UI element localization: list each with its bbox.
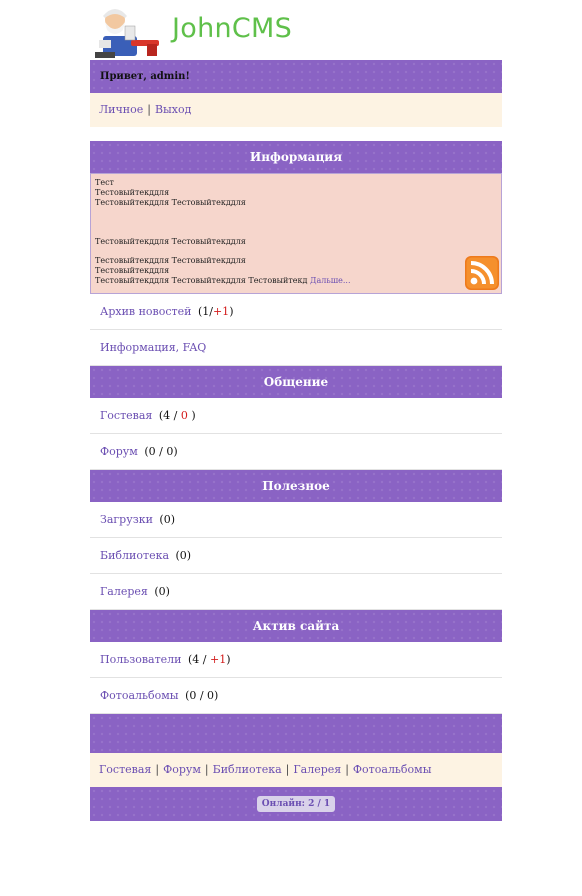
page-container (90, 0, 502, 821)
count: (4 / +1) (187, 653, 231, 666)
forum-link[interactable]: Форум (100, 445, 138, 458)
count: (0 / 0) (144, 445, 178, 458)
count: (0 / 0) (185, 689, 219, 702)
read-more-link[interactable]: Дальше... (310, 275, 351, 285)
online-counter-link[interactable]: Онлайн: 2 / 1 (257, 796, 335, 812)
faq-link[interactable]: Информация, FAQ (100, 341, 207, 354)
logout-link[interactable]: Выход (154, 103, 192, 116)
news-line: Тестовыйтекддля Тестовыйтекддля (95, 256, 246, 266)
count: (4 / 0 ) (158, 409, 196, 422)
library-link[interactable]: Библиотека (100, 549, 170, 562)
separator: | (285, 763, 290, 776)
count: (1/+1) (197, 305, 234, 318)
footer-photo-albums-link[interactable]: Фотоальбомы (352, 763, 432, 776)
users-link[interactable]: Пользователи (100, 653, 182, 666)
section-header-communication: Общение (90, 366, 502, 398)
count: (0) (159, 513, 175, 526)
section-header-info: Информация (90, 141, 502, 173)
list-item-users (90, 642, 502, 678)
news-block (90, 173, 502, 294)
news-line-last (95, 276, 497, 286)
guestbook-link[interactable]: Гостевая (100, 409, 153, 422)
news-line (95, 227, 497, 237)
list-item-gallery (90, 574, 502, 610)
list-item-guestbook (90, 398, 502, 434)
separator: | (155, 763, 160, 776)
list-item-forum (90, 434, 502, 470)
user-menu (90, 93, 502, 127)
news-line: Тест (95, 178, 114, 187)
greeting-bar: Привет, admin! (90, 60, 502, 93)
spacer (90, 127, 502, 141)
news-line: Тестовыйтекддля Тестовыйтекддля (95, 197, 246, 207)
count: (0) (154, 585, 170, 598)
list-item-news-archive (90, 294, 502, 330)
new-count: +1 (212, 305, 230, 318)
separator: | (345, 763, 349, 776)
rss-icon[interactable] (465, 256, 499, 290)
section-header-useful: Полезное (90, 470, 502, 502)
news-line (95, 207, 497, 217)
footer-bar (90, 714, 502, 753)
new-count: 0 (180, 409, 188, 422)
separator: | (147, 103, 151, 116)
footer-forum-link[interactable]: Форум (163, 763, 201, 776)
list-item-photo-albums (90, 678, 502, 714)
footer-gallery-link[interactable]: Галерея (293, 763, 342, 776)
news-line: Тестовыйтекддля Тестовыйтекддля Тестовыйтекд (95, 275, 308, 285)
gallery-link[interactable]: Галерея (100, 585, 148, 598)
news-line: Тестовыйтекддля (95, 187, 170, 197)
logo-mascot-icon[interactable] (95, 4, 163, 58)
separator: | (204, 763, 209, 776)
footer-library-link[interactable]: Библиотека (212, 763, 282, 776)
news-line: Тестовыйтекддля Тестовыйтекддля (95, 236, 246, 246)
news-line (95, 247, 497, 257)
footer-guestbook-link[interactable]: Гостевая (99, 763, 152, 776)
count: (0) (175, 549, 192, 562)
news-archive-link[interactable]: Архив новостей (100, 305, 192, 318)
list-item-downloads (90, 502, 502, 538)
photo-albums-link[interactable]: Фотоальбомы (100, 689, 179, 702)
news-line (95, 217, 497, 227)
site-header (90, 0, 502, 60)
downloads-link[interactable]: Загрузки (100, 513, 153, 526)
new-count: +1 (209, 653, 227, 666)
list-item-faq (90, 330, 502, 366)
list-item-library (90, 538, 502, 574)
section-header-active: Актив сайта (90, 610, 502, 642)
online-bar (90, 787, 502, 821)
personal-link[interactable]: Личное (99, 103, 144, 116)
footer-menu (90, 753, 502, 787)
news-line: Тестовыйтекддля (95, 266, 170, 276)
logo-text[interactable]: JohnCMS (172, 13, 293, 44)
